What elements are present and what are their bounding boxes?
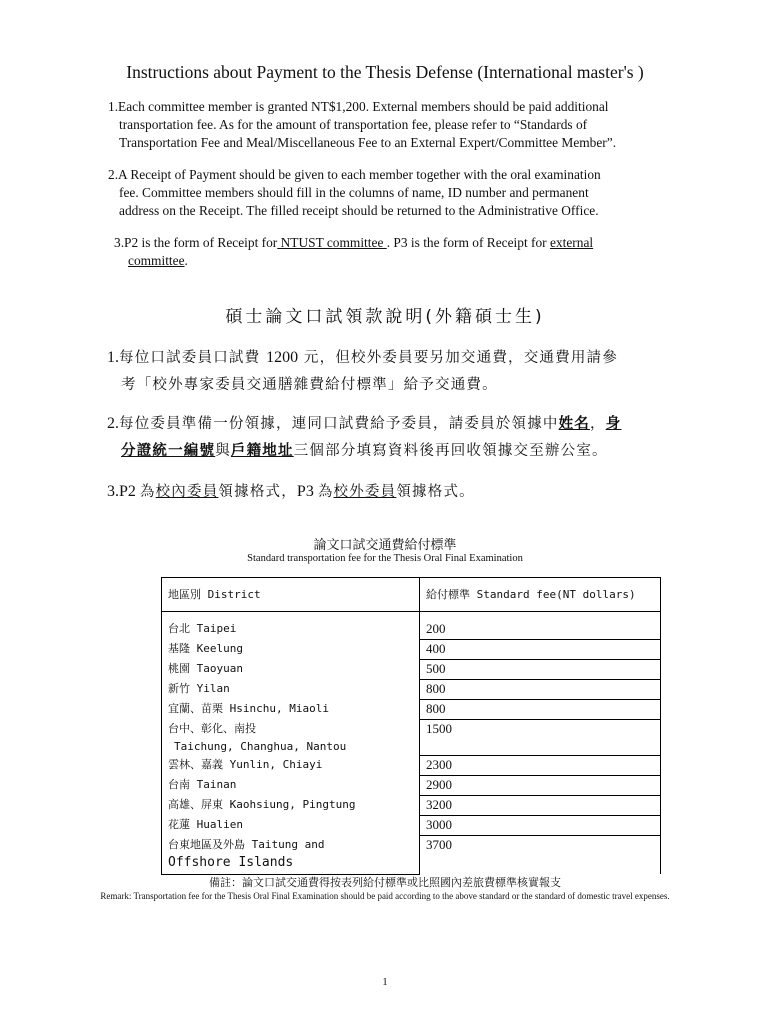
zh-external-committee: 校外委員 <box>333 484 397 500</box>
fee-cell: 800 <box>420 680 661 700</box>
zh-item-3 <box>107 478 707 506</box>
fee-table <box>161 577 661 875</box>
fee-cell: 3200 <box>420 796 661 816</box>
en-item-3-mid: . P3 is the form of Receipt for <box>386 235 550 250</box>
en-item-3-pre: 3.P2 is the form of Receipt for <box>114 235 278 250</box>
en-item-3 <box>114 234 700 270</box>
ntust-committee-text: NTUST committee <box>277 235 387 250</box>
remark-en: Remark: Transportation fee for the Thesis Oral Final Examination should be paid according to the above standard or the standard of domestic travel expenses. <box>100 891 670 901</box>
document-title: Instructions about Payment to the Thesis Defense (International master's ) <box>126 62 644 82</box>
fee-cell: 2300 <box>420 756 661 776</box>
header-district: 地區別 District <box>162 578 420 612</box>
district-name: 台東地區及外島 Taitung and <box>168 837 325 851</box>
en-item-2 <box>108 166 700 220</box>
en-item-2-line-a: 2.A Receipt of Payment should be given to each member together with the oral examination <box>108 167 601 182</box>
zh-item-1-b: 元，但校外委員要另加交通費，交通費用請參 <box>298 350 618 366</box>
table-row <box>162 756 661 776</box>
fee-cell: 800 <box>420 700 661 720</box>
fee-cell: 3700 <box>420 836 661 875</box>
zh-item-3-d: 領據格式。 <box>396 484 475 500</box>
table-row <box>162 640 661 660</box>
zh-item-1-line2: 考「校外專家委員交通膳雜費給付標準」給予交通費。 <box>121 377 498 393</box>
table-header-row <box>162 578 661 612</box>
fee-cell: 200 <box>420 620 661 640</box>
zh-item-3-c: 為 <box>317 484 334 500</box>
zh-item-1 <box>107 344 707 399</box>
table-row <box>162 680 661 700</box>
district-cell: 新竹 Yilan <box>162 680 420 700</box>
zh-item-3-num: 3.P2 <box>107 483 140 500</box>
zh-item-2-num: 2. <box>107 415 119 432</box>
zh-item-1-a: 每位口試委員口試費 <box>119 350 267 366</box>
fee-cell: 2900 <box>420 776 661 796</box>
zh-name-field: 姓名 <box>558 416 591 432</box>
table-subtitle: Standard transportation fee for the Thesis Oral Final Examination <box>247 553 523 564</box>
header-fee: 給付標準 Standard fee(NT dollars) <box>420 578 661 612</box>
table-row <box>162 660 661 680</box>
zh-title: 碩士論文口試領款說明(外籍碩士生) <box>225 307 545 327</box>
district-cell: 雲林、嘉義 Yunlin, Chiayi <box>162 756 420 776</box>
zh-id-field-b: 分證統一編號 <box>121 443 216 459</box>
district-cell: 台南 Tainan <box>162 776 420 796</box>
district-cell: 桃園 Taoyuan <box>162 660 420 680</box>
en-item-2-line-c: address on the Receipt. The filled receipt should be returned to the Administrative Office. <box>119 203 599 218</box>
table-row <box>162 776 661 796</box>
table-row <box>162 816 661 836</box>
table-row <box>162 796 661 816</box>
district-name-en: Offshore Islands <box>168 854 294 870</box>
table-row <box>162 620 661 640</box>
en-item-1 <box>108 98 700 152</box>
district-cell: 高雄、屏東 Kaohsiung, Pingtung <box>162 796 420 816</box>
fee-cell: 400 <box>420 640 661 660</box>
table-row <box>162 836 661 875</box>
external-text: external <box>550 235 594 250</box>
remark-zh: 備註：論文口試交通費得按表列給付標準或比照國內差旅費標準核實報支 <box>209 876 561 889</box>
zh-item-2-and: 與 <box>215 443 231 459</box>
committee-text: committee <box>128 253 185 268</box>
zh-item-3-a: 為 <box>139 484 156 500</box>
table-title: 論文口試交通費給付標準 <box>313 538 457 553</box>
en-item-1-line-b: transportation fee. As for the amount of transportation fee, please refer to “Standards of <box>119 117 588 132</box>
district-cell: 台北 Taipei <box>162 620 420 640</box>
zh-item-3-b: 領據格式， <box>218 484 297 500</box>
district-cell <box>162 836 420 875</box>
en-item-3-end: . <box>184 253 188 268</box>
district-cell <box>162 720 420 756</box>
page-number: 1 <box>382 976 388 988</box>
zh-item-2 <box>107 410 707 465</box>
zh-id-field-a: 身 <box>605 416 622 432</box>
zh-item-1-num: 1. <box>107 349 119 366</box>
en-item-1-line-c: Transportation Fee and Meal/Miscellaneous Fee to an External Expert/Committee Member”. <box>119 135 617 150</box>
zh-item-2-a: 每位委員準備一份領據，連同口試費給予委員，請委員於領據中 <box>119 416 559 432</box>
fee-cell: 500 <box>420 660 661 680</box>
zh-item-1-amount: 1200 <box>266 349 299 366</box>
table-row <box>162 700 661 720</box>
district-cell: 宜蘭、苗栗 Hsinchu, Miaoli <box>162 700 420 720</box>
district-cell: 基隆 Keelung <box>162 640 420 660</box>
en-item-2-line-b: fee. Committee members should fill in the columns of name, ID number and permanent <box>119 185 589 200</box>
en-item-1-line-a: 1.Each committee member is granted NT$1,200. External members should be paid additional <box>108 99 609 114</box>
zh-item-2-b: 三個部分填寫資料後再回收領據交至辦公室。 <box>293 443 608 459</box>
fee-cell: 3000 <box>420 816 661 836</box>
district-cell: 花蓮 Hualien <box>162 816 420 836</box>
district-name-en: Taichung, Changhua, Nantou <box>174 739 347 753</box>
fee-cell: 1500 <box>420 720 661 756</box>
zh-item-2-comma: ， <box>590 416 606 432</box>
zh-address-field: 戶籍地址 <box>230 443 294 459</box>
district-name: 台中、彰化、南投 <box>168 721 256 735</box>
zh-internal-committee: 校內委員 <box>155 484 219 500</box>
table-row <box>162 720 661 756</box>
zh-item-3-p3: P3 <box>296 483 318 500</box>
